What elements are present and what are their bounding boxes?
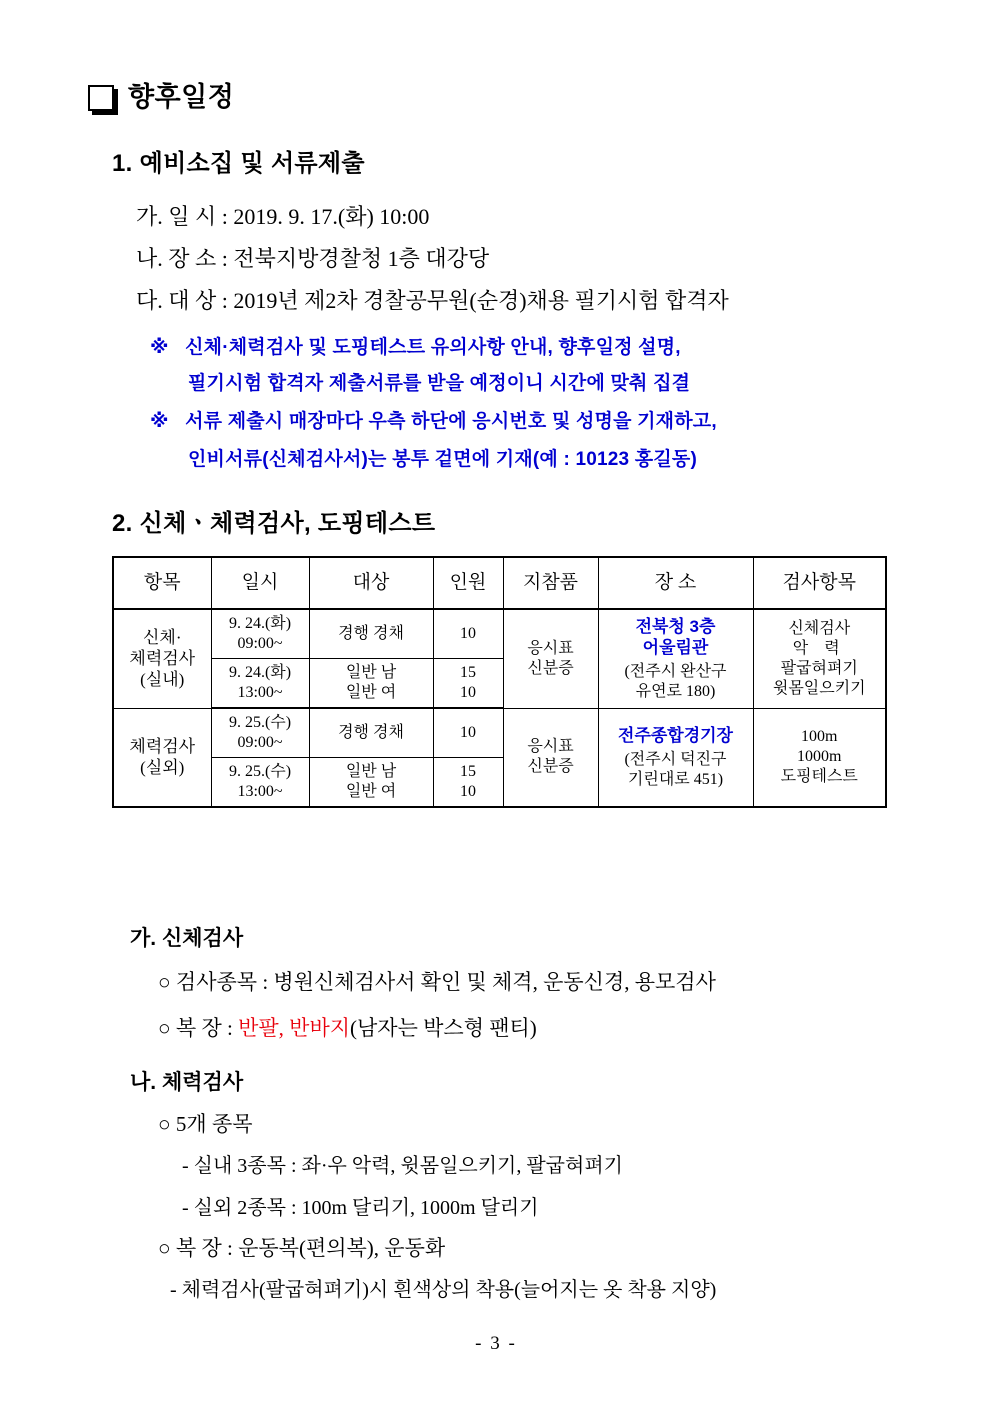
cell-ilsi-g0-r1: [211, 659, 309, 709]
cell-hangmok-group-1: [113, 708, 211, 807]
cell-geomsa-group-0: [753, 609, 886, 708]
note-1-line-2: 필기시험 합격자 제출서류를 받을 예정이니 시간에 맞춰 집결: [188, 373, 691, 394]
geomsa-line-2: 1000m: [797, 748, 842, 766]
inwon-line-2: 10: [460, 783, 476, 800]
subsection-na-heading: 나. 체력검사: [130, 1071, 244, 1094]
geomsa-line-2: 악 력: [792, 639, 846, 657]
cell-daesang-g0-r0: [309, 609, 433, 659]
square-bullet-icon: [88, 85, 114, 111]
hangmok-line-2: 체력검사: [129, 649, 196, 669]
note-1-marker: ※: [150, 337, 169, 358]
inwon-line-1: 15: [460, 763, 476, 780]
table-header-jangso: 장 소: [598, 557, 753, 609]
cell-jicham-group-1: [503, 708, 598, 807]
date-line-2: 13:00~: [237, 684, 283, 701]
page-title-text: 향후일정: [128, 82, 235, 112]
table-header-ilsi: 일시: [211, 557, 309, 609]
cell-geomsa-group-1: [753, 708, 886, 807]
daesang-line-2: 일반 여: [345, 783, 397, 800]
schedule-table: [112, 556, 887, 808]
date-line-1: 9. 25.(수): [228, 763, 292, 780]
table-header-inwon: 인원: [433, 557, 503, 609]
dash-indoor-events: - 실내 3종목 : 좌·우 악력, 윗몸일으키기, 팔굽혀펴기: [182, 1155, 623, 1177]
date-line-1: 9. 24.(화): [228, 664, 292, 681]
note-1-text-line-1: 신체·체력검사 및 도핑테스트 유의사항 안내, 향후일정 설명,: [185, 337, 681, 358]
table-header-jicham: 지참품: [503, 557, 598, 609]
cell-jangso-group-0: [598, 609, 753, 708]
hangmok-line-3: (실내): [140, 670, 185, 690]
table-header-daesang: 대상: [309, 557, 433, 609]
daesang-line-2: 일반 여: [345, 684, 397, 701]
note-2-text-line-1: 서류 제출시 매장마다 우측 하단에 응시번호 및 성명을 기재하고,: [185, 411, 717, 432]
dash-outdoor-events: - 실외 2종목 : 100m 달리기, 1000m 달리기: [182, 1197, 539, 1219]
cell-inwon-g0-r0: [433, 609, 503, 659]
geomsa-line-3: 도핑테스트: [780, 768, 858, 786]
cell-inwon-g0-r1: [433, 659, 503, 709]
table-row: [113, 609, 886, 659]
page-number: - 3 -: [475, 1333, 517, 1354]
cell-daesang-g1-r0: [309, 708, 433, 758]
section-1-item-datetime: 가. 일 시 : 2019. 9. 17.(화) 10:00: [136, 204, 430, 229]
jicham-line-2: 신분증: [527, 659, 574, 677]
jangso-bold-line-1: 전주종합경기장: [618, 725, 733, 745]
date-line-1: 9. 24.(화): [228, 615, 292, 632]
section-1-item-location: 나. 장 소 : 전북지방경찰청 1층 대강당: [136, 246, 490, 271]
cell-inwon-g1-r1: [433, 758, 503, 808]
daesang-line-1: 일반 남: [345, 664, 397, 681]
bokjang-red-text: 반팔, 반바지: [238, 1016, 351, 1040]
geomsa-line-1: 100m: [801, 728, 838, 746]
date-line-2: 13:00~: [237, 783, 283, 800]
cell-ilsi-g0-r0: [211, 609, 309, 659]
cell-hangmok-group-0: [113, 609, 211, 708]
inwon-line-1: 15: [460, 664, 476, 681]
jangso-address-line-1: (전주시 완산구: [624, 663, 727, 680]
bullet-geomsa-items: ○ 검사종목 : 병원신체검사서 확인 및 체격, 운동신경, 용모검사: [158, 970, 716, 994]
bokjang-suffix: (남자는 박스형 팬티): [350, 1016, 537, 1040]
note-2-marker: ※: [150, 411, 169, 432]
jicham-line-1: 응시표: [527, 738, 574, 756]
jangso-address-line-2: 기린대로 451): [627, 770, 724, 788]
date-line-2: 09:00~: [237, 635, 283, 652]
daesang-line-1: 일반 남: [345, 763, 397, 780]
dash-white-shirt-note: - 체력검사(팔굽혀펴기)시 흰색상의 착용(늘어지는 옷 착용 지양): [170, 1279, 717, 1301]
page-title: [88, 84, 234, 111]
inwon-line-2: 10: [460, 684, 476, 701]
bullet-bokjang-physical: [158, 1018, 537, 1039]
hangmok-line-1: 신체·: [142, 627, 182, 647]
table-header-row: [113, 557, 886, 609]
jangso-address-line-2: 유연로 180): [635, 683, 716, 700]
cell-daesang-g0-r1: [309, 659, 433, 709]
section-2-heading: 2. 신체ㆍ체력검사, 도핑테스트: [112, 510, 436, 537]
table-header-geomsa: 검사항목: [753, 557, 886, 609]
bullet-bokjang-fitness: ○ 복 장 : 운동복(편의복), 운동화: [158, 1236, 446, 1260]
date-line-1: 9. 25.(수): [228, 714, 292, 731]
cell-inwon-g1-r0: [433, 708, 503, 758]
date-line-2: 09:00~: [237, 734, 283, 751]
note-2-line-2: 인비서류(신체검사서)는 봉투 겉면에 기재(예 : 10123 홍길동): [188, 449, 697, 470]
subsection-ga-heading: 가. 신체검사: [130, 927, 244, 950]
bullet-five-events: ○ 5개 종목: [158, 1112, 253, 1136]
jangso-bold-line-2: 어울림관: [642, 637, 709, 657]
bokjang-prefix: ○ 복 장 :: [158, 1016, 239, 1040]
geomsa-line-4: 윗몸일으키기: [772, 679, 866, 697]
section-1-heading: 1. 예비소집 및 서류제출: [112, 150, 365, 177]
cell-daesang-g1-r1: [309, 758, 433, 808]
cell-ilsi-g1-r1: [211, 758, 309, 808]
jangso-address-line-1: (전주시 덕진구: [624, 750, 727, 768]
inwon-line-1: 10: [460, 724, 476, 741]
note-1-line-1: [150, 338, 681, 357]
geomsa-line-3: 팔굽혀펴기: [780, 659, 858, 677]
hangmok-line-3: (실외): [140, 758, 185, 778]
inwon-line-1: 10: [460, 625, 476, 642]
cell-ilsi-g1-r0: [211, 708, 309, 758]
daesang-line-1: 경행 경채: [338, 625, 404, 642]
section-1-item-target: 다. 대 상 : 2019년 제2차 경찰공무원(순경)채용 필기시험 합격자: [136, 288, 729, 313]
note-2-line-1: [150, 412, 717, 431]
table-row: [113, 708, 886, 758]
cell-jangso-group-1: [598, 708, 753, 807]
jicham-line-1: 응시표: [527, 639, 574, 657]
geomsa-line-1: 신체검사: [788, 619, 851, 637]
daesang-line-1: 경행 경채: [338, 724, 404, 741]
table-header-hangmok: 항목: [113, 557, 211, 609]
hangmok-line-2: 체력검사: [129, 737, 196, 756]
jangso-bold-line-1: 전북청 3층: [635, 616, 716, 636]
jicham-line-2: 신분증: [527, 758, 574, 776]
cell-jicham-group-0: [503, 609, 598, 708]
